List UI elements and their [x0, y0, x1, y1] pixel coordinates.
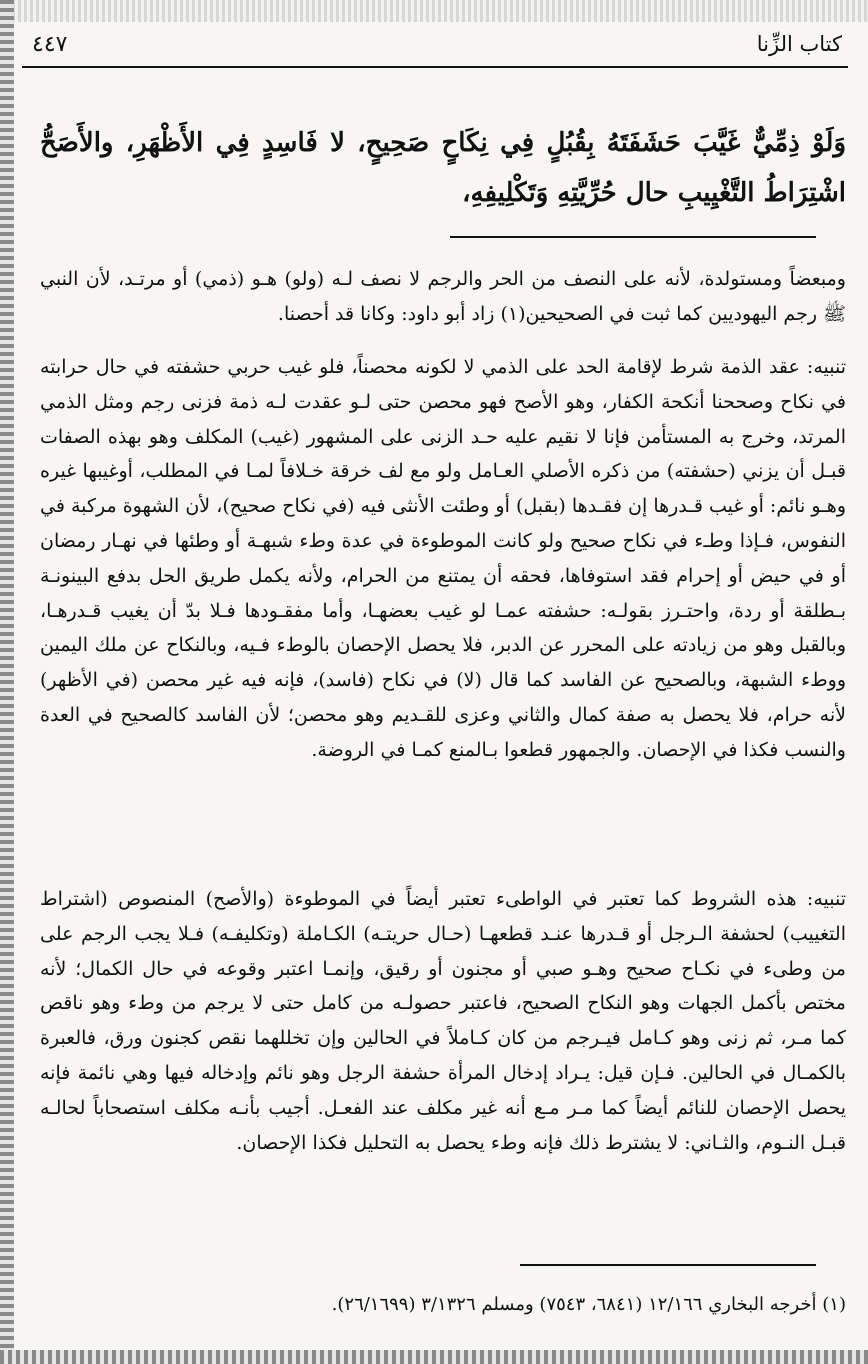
- page-number: ٤٤٧: [32, 32, 68, 57]
- running-title: كتاب الزِّنا: [756, 32, 842, 56]
- commentary-paragraph-2: تنبيه: عقد الذمة شرط لإقامة الحد على الذمي لا لكونه محصناً، فلو غيب حربي حشفته في حال حرابته في نكاح وصححنا أنكحة الكفار، وهو الأصح فهو محصن حتى لـو عقدت لـه ذمة فزنى رجم ومثل الذمي المرتد، وخرج به المستأمن فإنا لا نقيم عليه حـد الزنى على المشهور (غيب) المكلف وهو بهذه الصفات قبـل أن يزني (حشفته) من ذكره الأصلي العـامل ولو مع لف خرقة خـلافاً لمـا في المطلب، أوغيبها غيره وهـو نائم: أو غيب قـدرها إن فقـدها (بقبل) أو وطئت الأنثى فيه (في نكاح صحيح)، لأن الشهوة مركبة في النفوس، فـإذا وطـء في نكاح صحيح ولو كانت الموطوءة في عدة وطء شبهـة أو وطئها في نهـار رمضان أو في حيض أو إحرام فقد استوفاها، فحقه أن يمتنع من الحرام، ولأنه يكمل طريق الحل بدفع البينونـة بـطلقة أو ردة، واحتـرز بقولـه: حشفته عمـا لو غيب بعضهـا، وأما مفقـودها فـلا بدّ أن يغيب قـدرهـا، وبالقبل وهو من زيادته على المحرر عن الدبر، فلا يحصل الإحصان بالوطء فـيه، وبالنكاح عن ملك اليمين ووطء الشبهة، وبالصحيح عن الفاسد كما قال (لا) في نكاح (فاسد)، فإنه فيه غير محصن (في الأظهر) لأنه حرام، فلا يحصل به صفة كمال والثاني وعزى للقـديم وهو محصن؛ لأن الفاسد كالصحيح في العدة والنسب فكذا في الإحصان. والجمهور قطعوا بـالمنع كمـا في الروضة.: [40, 356, 846, 761]
- page-header: [22, 26, 848, 68]
- commentary-paragraph-1: ومبعضاً ومستولدة، لأنه على النصف من الحر والرجم لا نصف لـه (ولو) هـو (ذمي) أو مرتـد، لأن النبي ﷺ رجم اليهوديين كما ثبت في الصحيحين(١) زاد أبو داود: وكانا قد أحصنا.: [40, 268, 846, 325]
- main-text-matn: وَلَوْ ذِمِّيٌّ غَيَّبَ حَشَفَتَهُ بِقُبُلٍ فِي نِكَاحٍ صَحِيحٍ، لا فَاسِدٍ فِي الأَظْهَرِ، والأَصَحُّ اشْتِرَاطُ التَّغْيِيبِ حال حُرِّيَّتِهِ وَتَكْلِيفِهِ،: [40, 128, 846, 208]
- top-ornament-border: [0, 0, 868, 22]
- bottom-ornament-border: [0, 1350, 868, 1364]
- footnote-separator-rule: [520, 1264, 816, 1266]
- footnote: (١) أخرجه البخاري ١٢/١٦٦ (٦٨٤١، ٧٥٤٣) ومسلم ٣/١٣٢٦ (٢٦/١٦٩٩).: [331, 1294, 846, 1315]
- matn-separator-rule: [450, 236, 816, 238]
- left-ornament-border: [0, 0, 14, 1364]
- commentary-paragraph-3: تنبيه: هذه الشروط كما تعتبر في الواطىء تعتبر أيضاً في الموطوءة (والأصح) المنصوص (اشتراط التغييب) لحشفة الـرجل أو قـدرها عنـد قطعهـا (حـال حريتـه) الكـاملة (وتكليفـه) فـلا يجب الرجم على من وطىء في نكـاح صحيح وهـو صبي أو مجنون أو رقيق، وإنمـا اعتبر وقوعه في حال الكمال؛ لأنه مختص بأكمل الجهات وهو النكاح الصحيح، فاعتبر حصولـه من كامل حتى لا يرجم من وطء وهو ناقص كما مـر، ثم زنى وهو كـامل فيـرجم من كان كـاملاً في الحالين وإن تخللهما نقص كجنون ورق، فالعبرة بالكمـال في الحالين. فـإن قيل: يـراد إدخال المرأة حشفة الرجل وهو نائم وإدخاله فيها وهي نائمة فإنه يحصل الإحصان للنائم أيضاً كما مـر مـع أنه غير مكلف عند الفعـل. أجيب بأنـه مكلف استصحاباً لحالـه قبـل النـوم، والثـاني: لا يشترط ذلك فإنه وطء يحصل به التحليل فكذا الإحصان.: [40, 888, 846, 1154]
